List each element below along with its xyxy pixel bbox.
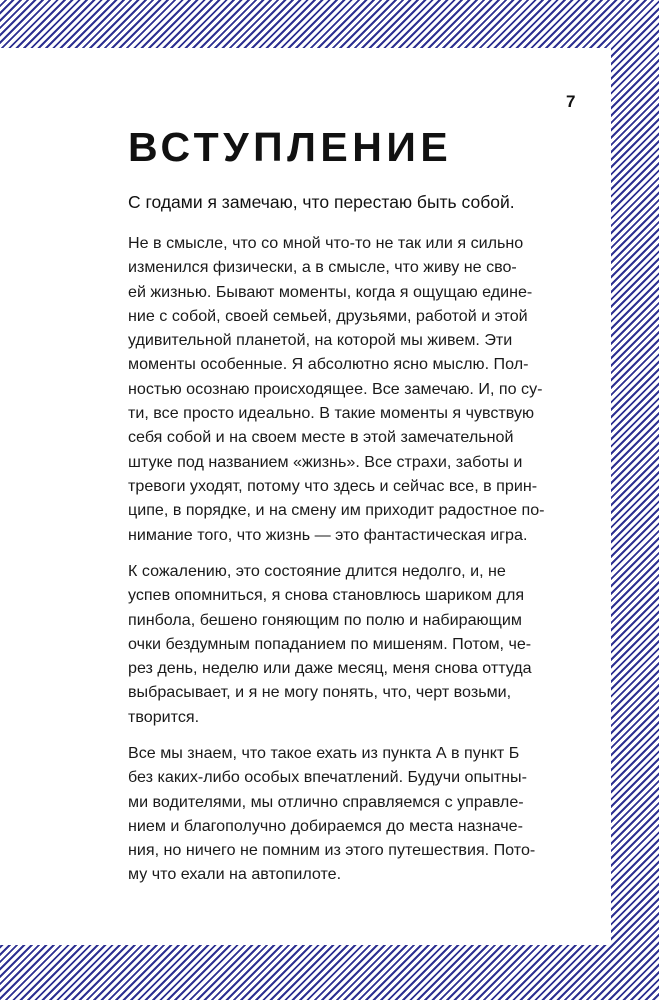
text-line: Не в смысле, что со мной что-то не так или я сильно [128,234,524,252]
text-line: ти, все просто идеально. В такие моменты я чувствую [128,404,535,423]
lead-sentence: С годами я замечаю, что перестаю быть собой. [128,192,515,212]
text-line: рез день, неделю или даже месяц, меня снова оттуда [128,659,532,678]
text-line: выбрасывает, и я не могу понять, что, черт возьми, [128,683,512,702]
text-line: ми водителями, мы отлично справляемся с управле- [128,792,524,811]
page-number: 7 [566,92,576,111]
text-line: ние с собой, своей семьей, друзьями, работой и этой [128,306,528,325]
paragraph-1 [128,231,545,547]
text-line: нимание того, что жизнь — это фантастическая игра. [128,525,528,544]
text-line: удивительной планетой, на которой мы живем. Эти [128,331,513,350]
text-line: ей жизнью. Бывают моменты, когда я ощущаю едине- [128,282,533,301]
text-line: себя собой и на своем месте в этой замечательной [128,428,514,447]
text-line: нием и благополучно добираемся до места назначе- [128,816,523,835]
book-page [0,48,611,945]
text-line: ния, но ничего не помним из этого путешествия. Пото- [128,841,536,860]
chapter-title: ВСТУПЛЕНИЕ [128,124,453,170]
text-line: му что ехали на автопилоте. [128,865,342,884]
text-line: изменился физически, а в смысле, что живу не сво- [128,258,517,277]
text-line: успев опомниться, я снова становлюсь шариком для [128,586,525,605]
paragraph-3 [128,741,535,887]
text-line: тревоги уходят, потому что здесь и сейчас все, в прин- [128,476,538,495]
text-line: ностью осознаю происходящее. Все замечаю. И, по су- [128,379,543,398]
text-line: творится. [128,707,200,726]
text-line: К сожалению, это состояние длится недолго, и, не [128,562,506,580]
text-line: пинбола, бешено гоняющим по полю и набирающим [128,610,522,629]
text-line: Все мы знаем, что такое ехать из пункта А в пункт Б [128,744,520,762]
paragraph-2 [128,559,532,729]
text-line: штуке под названием «жизнь». Все страхи, заботы и [128,452,523,471]
text-line: очки бездумным попаданием по мишеням. Потом, че- [128,634,532,653]
text-line: моменты особенные. Я абсолютно ясно мыслю. Пол- [128,355,529,374]
text-line: ципе, в порядке, и на смену им приходит радостное по- [128,501,545,520]
text-line: без каких-либо особых впечатлений. Будучи опытны- [128,768,527,787]
